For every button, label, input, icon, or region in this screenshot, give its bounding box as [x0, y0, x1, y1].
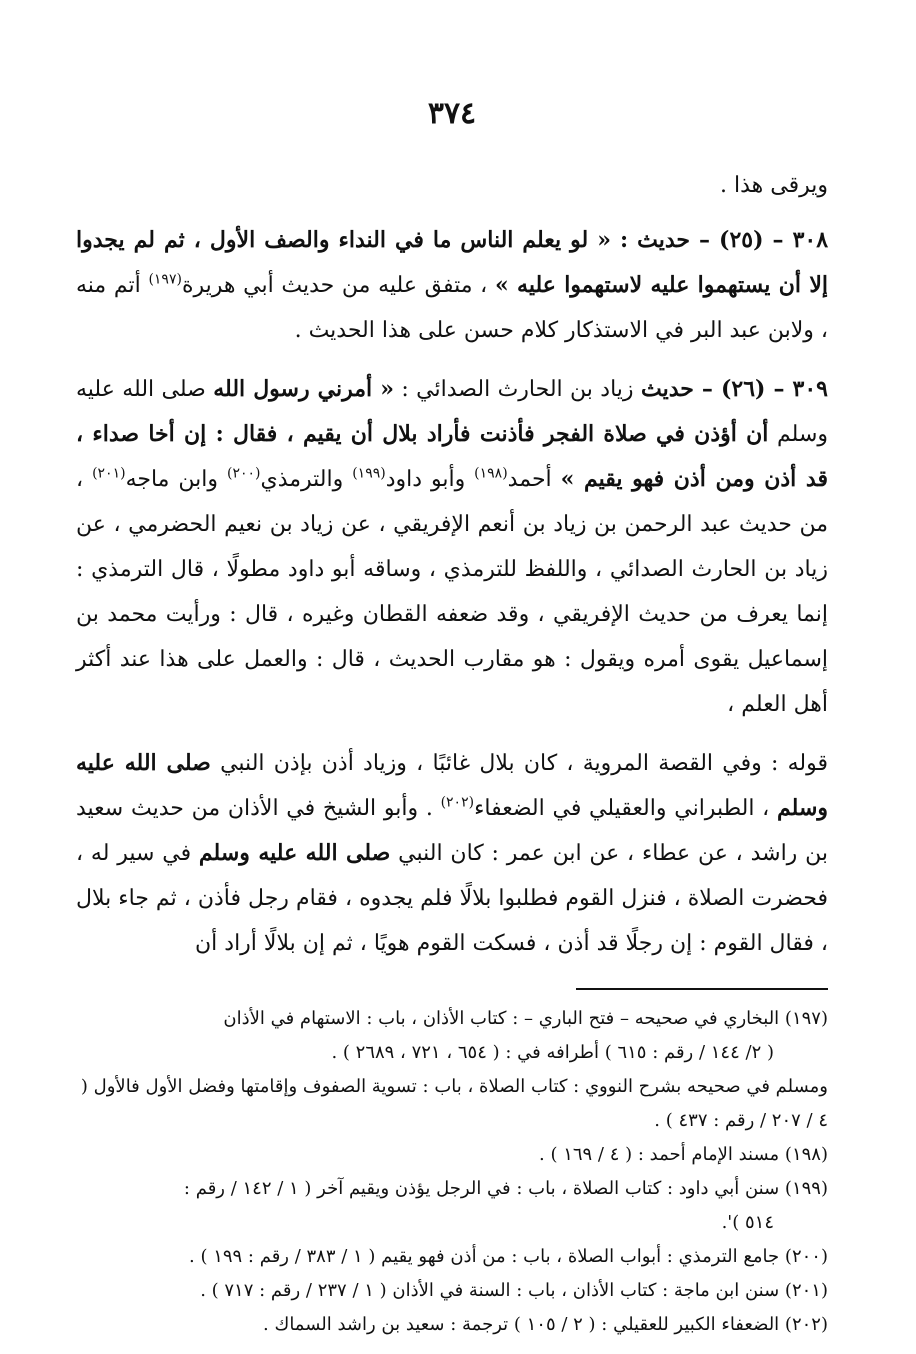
footnote-text-continued: ( ٢/ ١٤٤ / رقم : ٦١٥ ) أطرافه في : ( ٦٥٤ ، ٧٢١ ، ٢٦٨٩ ) .	[331, 1042, 774, 1063]
commentary-salla-2: صلى الله عليه وسلم	[198, 840, 391, 866]
entry-308-heading: ٣٠٨ – (٢٥) – حديث : « لو يعلم الناس ما في النداء والصف الأول ، ثم لم يجدوا إلا أن يستهموا عليه لاستهموا عليه »	[76, 227, 829, 298]
entry-309-quote-rest: أن أؤذن في صلاة الفجر فأذنت فأراد بلال أن يقيم ، فقال : إن أخا صداء ، قد أذن ومن أذن فهو يقيم »	[76, 421, 828, 492]
footnote-197	[76, 1002, 828, 1070]
footnote-number: (٢٠١)	[784, 1280, 828, 1301]
hadith-entry-308	[76, 218, 828, 353]
footnote-text: مسند الإمام أحمد : ( ٤ / ١٦٩ ) .	[539, 1144, 780, 1165]
footnote-197-muslim	[76, 1070, 828, 1138]
entry-309-t3: والترمذي	[260, 467, 344, 492]
footnote-201	[76, 1274, 828, 1308]
footnote-ref-200[interactable]: (٢٠٠)	[226, 465, 261, 482]
footnote-ref-201[interactable]: (٢٠١)	[92, 465, 126, 482]
footnote-200	[76, 1240, 828, 1274]
footnote-ref-199[interactable]: (١٩٩)	[352, 465, 386, 482]
footnote-text: ومسلم في صحيحه بشرح النووي : كتاب الصلاة ، باب : تسوية الصفوف وإقامتها وفضل	[188, 1076, 828, 1097]
footnote-number: (٢٠٠)	[784, 1246, 828, 1267]
footnote-text: الضعفاء الكبير للعقيلي : ( ٢ / ١٠٥ ) ترجمة : سعيد بن راشد السماك .	[263, 1314, 780, 1335]
footnote-ref-198[interactable]: (١٩٨)	[474, 465, 508, 482]
footnote-text-continued: ٥١٤ )'.	[721, 1212, 774, 1233]
hadith-entry-309	[76, 367, 828, 727]
commentary-paragraph	[76, 741, 828, 966]
footnote-199	[76, 1172, 828, 1240]
page-number: ٣٧٤	[427, 96, 477, 131]
commentary-t4: في سير له ، فحضرت الصلاة ، فنزل القوم فطلبوا بلالًا فلم يجدوه ، فقام رجل فأذن ، ثم جاء بلال ، فقال القوم : إن رجلًا قد أذن ، فسكت القوم هويًا ، ثم إن بلالًا أراد أن	[76, 841, 828, 956]
main-text	[76, 163, 828, 966]
entry-309-narrator: زياد بن الحارث الصدائي :	[401, 377, 634, 402]
footnote-text: سنن أبي داود : كتاب الصلاة ، باب : في الرجل يؤذن ويقيم آخر ( ١ / ١٤٢ / رقم :	[183, 1178, 780, 1199]
entry-309-t2: وأبو داود	[385, 467, 466, 492]
footnotes-section	[76, 1002, 828, 1342]
footnote-202	[76, 1308, 828, 1342]
footnote-text: البخاري في صحيحه – فتح الباري – : كتاب الأذان ، باب : الاستهام في الأذان	[223, 1008, 780, 1029]
footnote-198	[76, 1138, 828, 1172]
commentary-salla-1: صلى الله عليه وسلم	[76, 750, 828, 821]
footnote-text-continued: الأول فالأول ( ٤ / ٢٠٧ / رقم : ٤٣٧ ) .	[80, 1076, 828, 1131]
footnote-ref-197[interactable]: (١٩٧)	[148, 271, 182, 288]
entry-308-text-a: ، متفق عليه من حديث أبي هريرة	[181, 273, 488, 298]
commentary-t2: ، الطبراني والعقيلي في الضعفاء	[474, 796, 770, 821]
entry-309-quote-open: « أمرني رسول الله	[213, 376, 394, 402]
entry-309-t5: ، من حديث عبد الرحمن بن زياد بن أنعم الإفريقي ، عن زياد بن نعيم الحضرمي ، عن زياد بن الحارث الصدائي ، واللفظ للترمذي ، وساقه أبو داود مطولًا ، قال الترمذي : إنما يعرف من حديث الإفريقي ، وقد ضعفه القطان وغيره ، قال : ورأيت محمد بن إسماعيل يقوى أمره ويقول : هو مقارب الحديث ، قال : والعمل على هذا عند أكثر أهل العلم ،	[76, 467, 828, 717]
opening-line: ويرقى هذا .	[720, 173, 828, 198]
footnote-text: سنن ابن ماجة : كتاب الأذان ، باب : السنة في الأذان ( ١ / ٢٣٧ / رقم : ٧١٧ ) .	[200, 1280, 780, 1301]
entry-308-text-b: أتم منه ، ولابن عبد البر في الاستذكار كلام حسن على هذا الحديث .	[76, 273, 828, 343]
entry-309-salla: صلى الله عليه وسلم	[76, 377, 829, 447]
footnote-number: (١٩٧)	[784, 1008, 828, 1029]
commentary-t1: قوله : وفي القصة المروية ، كان بلال غائبًا ، وزياد أذن بإذن النبي	[220, 751, 828, 776]
footnote-number: (٢٠٢)	[784, 1314, 828, 1335]
footnote-ref-202[interactable]: (٢٠٢)	[440, 794, 475, 811]
entry-309-t4: وابن ماجه	[125, 467, 219, 492]
footnote-number: (١٩٨)	[784, 1144, 828, 1165]
footnote-number: (١٩٩)	[784, 1178, 828, 1199]
entry-309-heading: ٣٠٩ – (٢٦) – حديث	[640, 376, 828, 402]
footnote-text: جامع الترمذي : أبواب الصلاة ، باب : من أذن فهو يقيم ( ١ / ٣٨٣ / رقم : ١٩٩ ) .	[189, 1246, 780, 1267]
footnote-divider	[576, 988, 828, 990]
entry-309-t1: أحمد	[507, 467, 552, 492]
commentary-t3: . وأبو الشيخ في الأذان من حديث سعيد بن راشد ، عن عطاء ، عن ابن عمر : كان النبي	[76, 796, 828, 866]
